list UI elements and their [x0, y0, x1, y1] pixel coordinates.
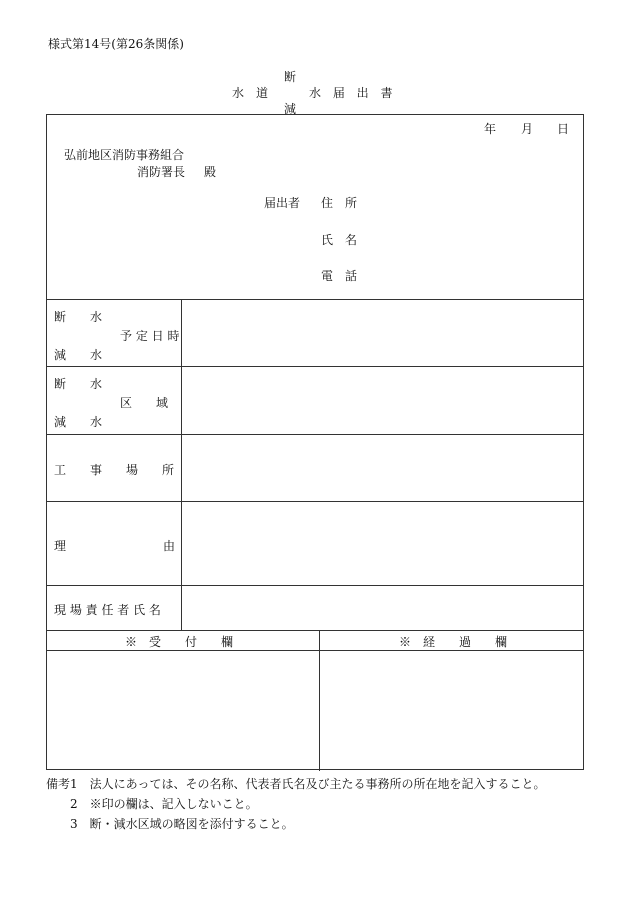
- divider: [47, 299, 583, 300]
- title-main: 水 届 出 書: [309, 86, 397, 100]
- schedule-gen: 減 水: [54, 348, 103, 362]
- date-month: 月: [521, 122, 534, 136]
- site-label: 工 事 場 所: [54, 463, 175, 477]
- reason-label-a: 理: [54, 539, 67, 553]
- divider: [47, 501, 583, 502]
- title-dan: 断: [284, 70, 297, 84]
- title-gen: 減: [284, 102, 297, 116]
- form-number: 様式第14号(第26条関係): [48, 37, 184, 51]
- schedule-dan: 断 水: [54, 310, 103, 324]
- progress-header: ※ 経 過 欄: [399, 635, 508, 649]
- form-title: [0, 68, 630, 114]
- addressee-chief: 消防署長: [137, 165, 186, 179]
- addressee-honorific: 殿: [204, 165, 217, 179]
- note-2: 2 ※印の欄は、記入しないこと。: [70, 797, 258, 811]
- date-day: 日: [557, 122, 570, 136]
- reception-area: [47, 651, 319, 771]
- reception-header: ※ 受 付 欄: [125, 635, 234, 649]
- divider: [47, 585, 583, 586]
- divider: [47, 630, 583, 631]
- area-gen: 減 水: [54, 415, 103, 429]
- area-label: 区 域: [120, 396, 169, 410]
- manager-label: 現 場 責 任 者 氏 名: [54, 603, 161, 617]
- addressee-org: 弘前地区消防事務組合: [64, 148, 185, 162]
- area-dan: 断 水: [54, 377, 103, 391]
- date-year: 年: [484, 122, 497, 136]
- address-label: 住 所: [321, 196, 358, 210]
- form-table: [46, 114, 584, 770]
- column-divider: [181, 299, 182, 630]
- divider: [47, 366, 583, 367]
- note-3: 3 断・減水区域の略図を添付すること。: [70, 817, 294, 831]
- note-1: 備考1 法人にあっては、その名称、代表者氏名及び主たる事務所の所在地を記入すること。: [46, 777, 546, 791]
- schedule-label: 予 定 日 時: [120, 329, 180, 343]
- reason-label-b: 由: [163, 539, 176, 553]
- progress-area: [320, 651, 584, 771]
- title-suido: 水 道: [232, 86, 269, 100]
- phone-label: 電 話: [321, 269, 358, 283]
- name-label: 氏 名: [321, 233, 358, 247]
- divider: [47, 434, 583, 435]
- applicant-label: 届出者: [264, 196, 301, 210]
